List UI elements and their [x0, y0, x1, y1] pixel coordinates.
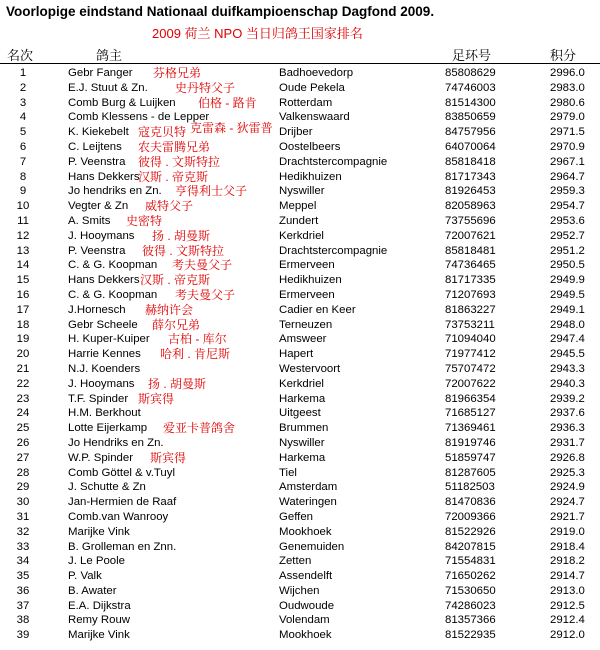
table-row: [0, 451, 600, 466]
header-owner: 鸽主: [96, 48, 123, 63]
score-cell: 2949.1: [550, 303, 585, 316]
ring-number-cell: 81717343: [445, 170, 496, 183]
table-row: [0, 613, 600, 628]
score-cell: 2936.3: [550, 422, 585, 435]
rank-cell: 39: [16, 629, 30, 642]
place-cell: Badhoevedorp: [279, 67, 354, 79]
table-row: [0, 140, 600, 155]
rank-cell: 16: [16, 288, 30, 301]
place-cell: Assendelft: [279, 570, 333, 583]
ring-number-cell: 71685127: [445, 407, 496, 420]
table-row: [0, 392, 600, 407]
score-cell: 2951.2: [550, 244, 585, 257]
table-row: [0, 554, 600, 569]
owner-name-cell: A. Smits: [68, 214, 111, 227]
score-cell: 2953.6: [550, 214, 585, 227]
score-cell: 2949.5: [550, 288, 585, 301]
owner-name-cell: J. Hooymans: [68, 229, 135, 242]
score-cell: 2939.2: [550, 392, 585, 405]
score-cell: 2980.6: [550, 96, 585, 109]
owner-name-cell: H. Kuper-Kuiper: [68, 333, 150, 346]
rank-cell: 5: [19, 126, 27, 139]
score-cell: 2913.0: [550, 584, 585, 597]
owner-name-cell: E.J. Stuut & Zn.: [68, 81, 148, 94]
owner-name-cell: Marijke Vink: [68, 525, 130, 538]
header-rank: 名次: [7, 48, 34, 63]
table-row: [0, 66, 600, 81]
table-row: [0, 347, 600, 362]
rank-cell: 25: [16, 422, 30, 435]
score-cell: 2931.7: [550, 436, 585, 449]
table-row: [0, 628, 600, 643]
rank-cell: 10: [16, 200, 30, 213]
owner-name-cell: Vegter & Zn: [68, 200, 129, 213]
score-cell: 2954.7: [550, 200, 585, 213]
owner-name-cell: H.M. Berkhout: [68, 407, 141, 420]
rank-cell: 4: [19, 111, 27, 124]
score-cell: 2912.5: [550, 599, 585, 612]
place-cell: Wijchen: [279, 584, 320, 597]
rank-cell: 33: [16, 540, 30, 553]
rank-cell: 11: [17, 214, 29, 227]
owner-name-cell: J. Hooymans: [68, 377, 135, 390]
place-cell: Meppel: [279, 200, 317, 213]
owner-chinese-name: 斯宾得: [138, 391, 175, 406]
rank-cell: 19: [16, 333, 30, 346]
score-cell: 2947.4: [550, 333, 585, 346]
score-cell: 2918.2: [550, 555, 585, 568]
table-row: [0, 199, 600, 214]
owner-chinese-name: 扬 . 胡曼斯: [148, 376, 207, 391]
owner-name-cell: W.P. Spinder: [68, 451, 134, 464]
ring-number-cell: 81357366: [445, 614, 496, 627]
score-cell: 2996.0: [550, 67, 585, 79]
place-cell: Geffen: [279, 510, 313, 523]
score-cell: 2924.9: [550, 481, 585, 494]
place-cell: Valkenswaard: [279, 111, 350, 124]
owner-chinese-name: 汉斯 . 帝克斯: [140, 273, 211, 288]
place-cell: Hedikhuizen: [279, 170, 342, 183]
ring-number-cell: 81287605: [445, 466, 496, 479]
owner-name-cell: P. Valk: [68, 570, 102, 583]
owner-name-cell: Hans Dekkers: [68, 274, 140, 287]
place-cell: Volendam: [279, 614, 330, 627]
owner-name-cell: C. & G. Koopman: [68, 259, 158, 272]
table-row: [0, 273, 600, 288]
owner-chinese-name: 彼得 . 文斯特拉: [138, 154, 221, 169]
table-row: [0, 466, 600, 481]
rank-cell: 2: [19, 81, 27, 94]
owner-name-cell: C. Leijtens: [68, 140, 122, 153]
rank-cell: 14: [16, 259, 30, 272]
place-cell: Drachtstercompagnie: [279, 155, 388, 168]
table-row: [0, 288, 600, 303]
rank-cell: 24: [16, 407, 30, 420]
ring-number-cell: 72009366: [445, 510, 496, 523]
ring-number-cell: 72007621: [445, 229, 496, 242]
ring-number-cell: 85818481: [445, 244, 496, 257]
place-cell: Westervoort: [279, 362, 341, 375]
header-ring: 足环号: [452, 48, 492, 63]
owner-chinese-name: 芬格兄弟: [153, 66, 202, 80]
place-cell: Kerkdriel: [279, 377, 324, 390]
rank-cell: 1: [19, 67, 27, 79]
ring-number-cell: 71094040: [445, 333, 496, 346]
ring-number-cell: 71977412: [445, 348, 496, 361]
header-divider: [0, 63, 600, 64]
owner-name-cell: Hans Dekkers: [68, 170, 140, 183]
ring-number-cell: 74746003: [445, 81, 496, 94]
owner-name-cell: E.A. Dijkstra: [68, 599, 131, 612]
owner-name-cell: N.J. Koenders: [68, 362, 141, 375]
owner-name-cell: Comb.van Wanrooy: [68, 510, 169, 523]
score-cell: 2914.7: [550, 570, 585, 583]
place-cell: Genemuiden: [279, 540, 345, 553]
ring-number-cell: 73755696: [445, 214, 496, 227]
score-cell: 2979.0: [550, 111, 585, 124]
score-cell: 2964.7: [550, 170, 585, 183]
owner-name-cell: Remy Rouw: [68, 614, 131, 627]
table-row: [0, 110, 600, 125]
rank-cell: 18: [16, 318, 30, 331]
rank-cell: 31: [16, 510, 30, 523]
ring-number-cell: 81863227: [445, 303, 496, 316]
owner-name-cell: Jo hendriks en Zn.: [68, 185, 162, 198]
place-cell: Zetten: [279, 555, 312, 568]
ring-number-cell: 81919746: [445, 436, 496, 449]
table-row: [0, 436, 600, 451]
owner-name-cell: B. Grolleman en Znn.: [68, 540, 177, 553]
place-cell: Hedikhuizen: [279, 274, 342, 287]
table-row: [0, 421, 600, 436]
ring-number-cell: 83850659: [445, 111, 496, 124]
table-row: [0, 318, 600, 333]
table-row: [0, 170, 600, 185]
owner-name-cell: T.F. Spinder: [68, 392, 129, 405]
owner-chinese-name: 汉斯 . 帝克斯: [138, 169, 209, 184]
table-row: [0, 303, 600, 318]
owner-chinese-name-extra: 克雷森 - 狄雷普: [190, 121, 273, 136]
table-row: [0, 332, 600, 347]
rank-cell: 29: [16, 481, 30, 494]
owner-name-cell: Comb Klessens - de Lepper: [68, 111, 210, 124]
table-row: [0, 155, 600, 170]
rank-cell: 6: [19, 140, 27, 153]
ring-number-cell: 71554831: [445, 555, 496, 568]
table-row: [0, 258, 600, 273]
rank-cell: 28: [16, 466, 30, 479]
place-cell: Uitgeest: [279, 407, 321, 420]
score-cell: 2925.3: [550, 466, 585, 479]
rank-cell: 27: [16, 451, 30, 464]
ring-number-cell: 81717335: [445, 274, 496, 287]
ring-number-cell: 84207815: [445, 540, 496, 553]
table-row: [0, 184, 600, 199]
table-row: [0, 525, 600, 540]
table-row: [0, 569, 600, 584]
owner-name-cell: P. Veenstra: [68, 244, 126, 257]
score-cell: 2919.0: [550, 525, 585, 538]
header-score: 积分: [550, 48, 577, 63]
table-row: [0, 96, 600, 111]
place-cell: Terneuzen: [279, 318, 333, 331]
owner-chinese-name: 伯格 - 路肯: [198, 95, 257, 110]
owner-chinese-name: 扬 . 胡曼斯: [152, 228, 211, 243]
place-cell: Cadier en Keer: [279, 303, 356, 316]
table-row: [0, 214, 600, 229]
place-cell: Mookhoek: [279, 525, 332, 538]
score-cell: 2918.4: [550, 540, 585, 553]
score-cell: 2945.5: [550, 348, 585, 361]
score-cell: 2950.5: [550, 259, 585, 272]
table-row: [0, 406, 600, 421]
owner-chinese-name: 赫纳许会: [145, 302, 194, 317]
ring-number-cell: 81522935: [445, 629, 496, 642]
owner-chinese-name: 哈利 . 肯尼斯: [160, 347, 231, 362]
ring-number-cell: 71650262: [445, 570, 496, 583]
place-cell: Harkema: [279, 392, 326, 405]
rank-cell: 26: [16, 436, 30, 449]
rank-cell: 8: [19, 170, 27, 183]
place-cell: Oostelbeers: [279, 140, 341, 153]
table-row: [0, 510, 600, 525]
ring-number-cell: 51859747: [445, 451, 496, 464]
score-cell: 2952.7: [550, 229, 585, 242]
score-cell: 2940.3: [550, 377, 585, 390]
table-row: [0, 377, 600, 392]
score-cell: 2912.0: [550, 629, 585, 642]
score-cell: 2937.6: [550, 407, 585, 420]
place-cell: Zundert: [279, 214, 319, 227]
place-cell: Wateringen: [279, 496, 337, 509]
score-cell: 2921.7: [550, 510, 585, 523]
table-row: [0, 362, 600, 377]
owner-chinese-name: 彼得 . 文斯特拉: [142, 243, 225, 258]
owner-chinese-name: 威特父子: [145, 199, 194, 214]
ring-number-cell: 82058963: [445, 200, 496, 213]
table-row: [0, 495, 600, 510]
table-row: [0, 81, 600, 96]
ring-number-cell: 71369461: [445, 422, 496, 435]
rank-cell: 30: [16, 496, 30, 509]
owner-name-cell: Comb Burg & Luijken: [68, 96, 176, 109]
owner-name-cell: J. Le Poole: [68, 555, 125, 568]
ring-number-cell: 84757956: [445, 126, 496, 139]
ring-number-cell: 74286023: [445, 599, 496, 612]
place-cell: Mookhoek: [279, 629, 332, 642]
rank-cell: 21: [16, 362, 30, 375]
owner-chinese-name: 考夫曼父子: [172, 258, 233, 273]
place-cell: Harkema: [279, 451, 326, 464]
owner-name-cell: Harrie Kennes: [68, 348, 141, 361]
score-cell: 2959.3: [550, 185, 585, 198]
ring-number-cell: 75707472: [445, 362, 496, 375]
rank-cell: 7: [19, 155, 27, 168]
owner-chinese-name: 爱亚卡普鸽舍: [163, 421, 236, 436]
score-cell: 2949.9: [550, 274, 585, 287]
score-cell: 2943.3: [550, 362, 585, 375]
rank-cell: 9: [19, 185, 27, 198]
score-cell: 2971.5: [550, 126, 585, 139]
score-cell: 2970.9: [550, 140, 585, 153]
owner-chinese-name: 考夫曼父子: [175, 287, 236, 302]
rank-cell: 3: [19, 96, 27, 109]
table-row: [0, 599, 600, 614]
rank-cell: 15: [16, 274, 30, 287]
rank-cell: 36: [16, 584, 30, 597]
owner-chinese-name: 薛尔兄弟: [152, 317, 201, 332]
rank-cell: 23: [16, 392, 30, 405]
document-subtitle: 2009 荷兰 NPO 当日归鸽王国家排名: [152, 26, 363, 41]
rank-cell: 20: [16, 348, 30, 361]
table-row: [0, 584, 600, 599]
ring-number-cell: 81470836: [445, 496, 496, 509]
ring-number-cell: 64070064: [445, 140, 496, 153]
owner-chinese-name: 史密特: [126, 213, 163, 228]
place-cell: Oude Pekela: [279, 81, 345, 94]
owner-name-cell: K. Kiekebelt: [68, 126, 129, 139]
document-title: Voorlopige eindstand Nationaal duifkampioenschap Dagfond 2009.: [6, 4, 435, 19]
owner-chinese-name: 农夫雷腾兄弟: [138, 139, 211, 154]
rank-cell: 34: [16, 555, 30, 568]
table-row: [0, 229, 600, 244]
owner-name-cell: P. Veenstra: [68, 155, 126, 168]
score-cell: 2926.8: [550, 451, 585, 464]
owner-name-cell: Jan-Hermien de Raaf: [68, 496, 177, 509]
score-cell: 2967.1: [550, 155, 585, 168]
owner-name-cell: Comb Göttel & v.Tuyl: [68, 466, 175, 479]
ring-number-cell: 71207693: [445, 288, 496, 301]
score-cell: 2912.4: [550, 614, 585, 627]
place-cell: Hapert: [279, 348, 314, 361]
rank-cell: 17: [16, 303, 30, 316]
ranking-table: [0, 66, 600, 643]
place-cell: Oudwoude: [279, 599, 335, 612]
owner-chinese-name: 亨得利士父子: [175, 184, 248, 199]
ring-number-cell: 73753211: [445, 318, 495, 331]
owner-name-cell: B. Awater: [68, 584, 117, 597]
ring-number-cell: 72007622: [445, 377, 496, 390]
owner-name-cell: Lotte Eijerkamp: [68, 422, 148, 435]
score-cell: 2924.7: [550, 496, 585, 509]
rank-cell: 22: [16, 377, 30, 390]
rank-cell: 13: [16, 244, 30, 257]
place-cell: Rotterdam: [279, 96, 333, 109]
table-row: [0, 121, 600, 140]
table-row: [0, 244, 600, 259]
ring-number-cell: 85808629: [445, 67, 496, 79]
ring-number-cell: 81926453: [445, 185, 496, 198]
place-cell: Drijber: [279, 126, 313, 139]
place-cell: Ermerveen: [279, 259, 335, 272]
owner-name-cell: Gebr Fanger: [68, 67, 133, 79]
place-cell: Kerkdriel: [279, 229, 324, 242]
place-cell: Nyswiller: [279, 436, 325, 449]
place-cell: Nyswiller: [279, 185, 325, 198]
rank-cell: 35: [16, 570, 30, 583]
owner-name-cell: Jo Hendriks en Zn.: [68, 436, 164, 449]
table-row: [0, 540, 600, 555]
owner-name-cell: Gebr Scheele: [68, 318, 138, 331]
place-cell: Amsweer: [279, 333, 327, 346]
ring-number-cell: 81522926: [445, 525, 496, 538]
owner-name-cell: J. Schutte & Zn: [68, 481, 146, 494]
ring-number-cell: 71530650: [445, 584, 496, 597]
rank-cell: 37: [16, 599, 30, 612]
score-cell: 2948.0: [550, 318, 585, 331]
rank-cell: 12: [16, 229, 30, 242]
place-cell: Drachtstercompagnie: [279, 244, 388, 257]
table-row: [0, 480, 600, 495]
owner-chinese-name: 寇克贝特: [138, 125, 187, 140]
ring-number-cell: 81966354: [445, 392, 496, 405]
owner-name-cell: C. & G. Koopman: [68, 288, 158, 301]
owner-chinese-name: 史丹特父子: [175, 80, 236, 95]
ring-number-cell: 74736465: [445, 259, 496, 272]
score-cell: 2983.0: [550, 81, 585, 94]
owner-chinese-name: 古柏 - 库尔: [168, 332, 227, 347]
place-cell: Amsterdam: [279, 481, 338, 494]
owner-name-cell: Marijke Vink: [68, 629, 130, 642]
ring-number-cell: 85818418: [445, 155, 496, 168]
place-cell: Brummen: [279, 422, 329, 435]
rank-cell: 32: [16, 525, 30, 538]
rank-cell: 38: [16, 614, 30, 627]
place-cell: Tiel: [279, 466, 297, 479]
owner-name-cell: J.Hornesch: [68, 303, 126, 316]
ring-number-cell: 81514300: [445, 96, 496, 109]
ring-number-cell: 51182503: [445, 481, 495, 494]
owner-chinese-name: 斯宾得: [150, 450, 187, 465]
place-cell: Ermerveen: [279, 288, 335, 301]
